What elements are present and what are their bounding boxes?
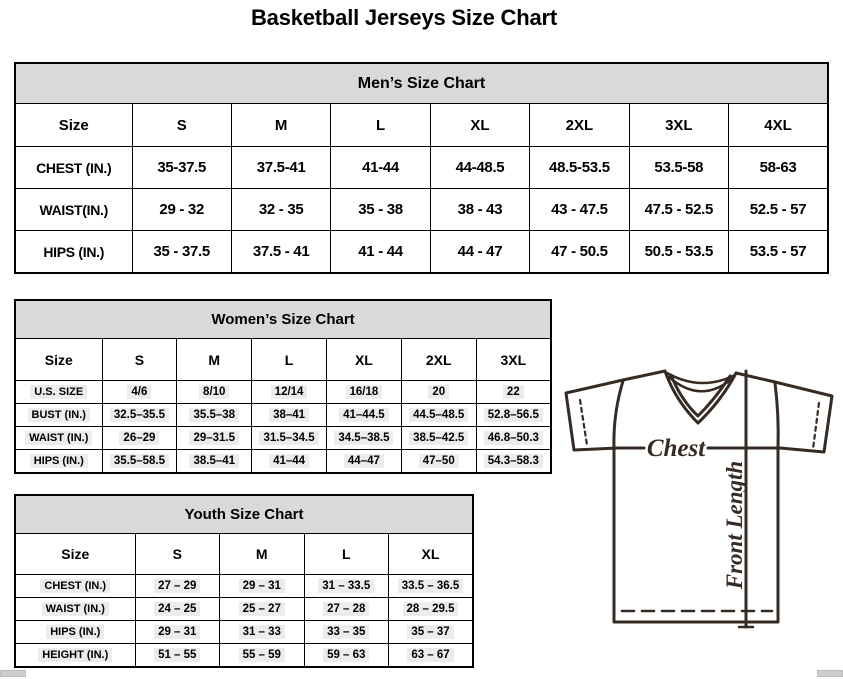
jersey-measurement-diagram: [556, 358, 842, 654]
size-header: S: [102, 339, 177, 381]
size-value: 28 – 29.5: [389, 598, 474, 621]
size-value: 59 – 63: [304, 644, 389, 668]
size-value: 27 – 29: [135, 575, 220, 598]
size-value: 52.5 - 57: [729, 189, 828, 231]
size-value: 55 – 59: [220, 644, 305, 668]
size-value: 27 – 28: [304, 598, 389, 621]
size-header: 2XL: [401, 339, 476, 381]
size-header: XL: [389, 534, 474, 575]
size-value: 47.5 - 52.5: [629, 189, 728, 231]
size-value: 53.5 - 57: [729, 231, 828, 274]
table-row: [15, 189, 828, 231]
size-value: 33 – 35: [304, 621, 389, 644]
row-label: CHEST (IN.): [15, 575, 135, 598]
size-value: 20: [401, 381, 476, 404]
size-value: 54.3–58.3: [476, 450, 551, 474]
size-value: 44.5–48.5: [401, 404, 476, 427]
size-value: 58-63: [729, 147, 828, 189]
table-row: [15, 644, 473, 668]
size-value: 31.5–34.5: [252, 427, 327, 450]
size-value: 29 – 31: [220, 575, 305, 598]
womens-size-chart-table: [14, 299, 552, 474]
jersey-illustration: [556, 358, 842, 654]
size-value: 44 - 47: [430, 231, 529, 274]
size-header: 3XL: [476, 339, 551, 381]
jersey-body: [614, 448, 778, 622]
size-value: 43 - 47.5: [530, 189, 629, 231]
table-row: [15, 598, 473, 621]
table-row: [15, 147, 828, 189]
size-value: 31 – 33: [220, 621, 305, 644]
size-header: L: [252, 339, 327, 381]
size-header: S: [135, 534, 220, 575]
size-value: 38.5–42.5: [401, 427, 476, 450]
size-value: 29 – 31: [135, 621, 220, 644]
size-value: 4/6: [102, 381, 177, 404]
size-header: XL: [430, 104, 529, 147]
jersey-left-cuff-dashes: [580, 400, 587, 445]
size-value: 47 - 50.5: [530, 231, 629, 274]
scrollbar-fragment-right[interactable]: [817, 670, 843, 677]
row-label: WAIST (IN.): [15, 427, 102, 450]
row-label: WAIST (IN.): [15, 598, 135, 621]
jersey-right-seam: [775, 383, 778, 448]
size-value: 16/18: [326, 381, 401, 404]
size-value: 12/14: [252, 381, 327, 404]
row-label: CHEST (IN.): [15, 147, 132, 189]
size-value: 35-37.5: [132, 147, 231, 189]
size-column-header: Size: [15, 104, 132, 147]
size-column-header: Size: [15, 534, 135, 575]
table-row: [15, 621, 473, 644]
youth-size-chart-table: [14, 494, 474, 668]
row-label: WAIST(IN.): [15, 189, 132, 231]
size-header-row: [15, 104, 828, 147]
row-label: HIPS (IN.): [15, 450, 102, 474]
size-value: 33.5 – 36.5: [389, 575, 474, 598]
row-label: HEIGHT (IN.): [15, 644, 135, 668]
size-header: L: [304, 534, 389, 575]
table-row: [15, 404, 551, 427]
table-title: Women’s Size Chart: [15, 300, 551, 339]
size-value: 41 - 44: [331, 231, 430, 274]
size-value: 38 - 43: [430, 189, 529, 231]
size-value: 38.5–41: [177, 450, 252, 474]
chest-label: Chest: [646, 435, 706, 462]
table-row: [15, 450, 551, 474]
size-value: 41-44: [331, 147, 430, 189]
row-label: HIPS (IN.): [15, 621, 135, 644]
size-header: 4XL: [729, 104, 828, 147]
size-value: 53.5-58: [629, 147, 728, 189]
size-value: 34.5–38.5: [326, 427, 401, 450]
table-row: [15, 381, 551, 404]
size-value: 35 - 37.5: [132, 231, 231, 274]
size-value: 44-48.5: [430, 147, 529, 189]
table-row: [15, 575, 473, 598]
size-value: 24 – 25: [135, 598, 220, 621]
table-row: [15, 231, 828, 274]
size-value: 31 – 33.5: [304, 575, 389, 598]
size-header-row: [15, 534, 473, 575]
front-length-label: Front Length: [722, 460, 747, 590]
size-header: XL: [326, 339, 401, 381]
size-value: 22: [476, 381, 551, 404]
size-header: M: [177, 339, 252, 381]
size-value: 29 - 32: [132, 189, 231, 231]
size-value: 32 - 35: [231, 189, 330, 231]
table-row: [15, 427, 551, 450]
size-value: 26–29: [102, 427, 177, 450]
size-value: 35.5–38: [177, 404, 252, 427]
size-value: 48.5-53.5: [530, 147, 629, 189]
size-value: 29–31.5: [177, 427, 252, 450]
table-title: Men’s Size Chart: [15, 63, 828, 104]
size-header: 3XL: [629, 104, 728, 147]
size-value: 35 - 38: [331, 189, 430, 231]
size-value: 35 – 37: [389, 621, 474, 644]
size-value: 25 – 27: [220, 598, 305, 621]
size-value: 52.8–56.5: [476, 404, 551, 427]
size-header: L: [331, 104, 430, 147]
size-header-row: [15, 339, 551, 381]
size-value: 8/10: [177, 381, 252, 404]
size-column-header: Size: [15, 339, 102, 381]
size-value: 46.8–50.3: [476, 427, 551, 450]
page-title: Basketball Jerseys Size Chart: [250, 5, 558, 30]
size-header: M: [231, 104, 330, 147]
row-label: HIPS (IN.): [15, 231, 132, 274]
row-label: BUST (IN.): [15, 404, 102, 427]
size-value: 35.5–58.5: [102, 450, 177, 474]
size-value: 41–44.5: [326, 404, 401, 427]
row-label: U.S. SIZE: [15, 381, 102, 404]
table-title: Youth Size Chart: [15, 495, 473, 534]
scrollbar-fragment-left[interactable]: [0, 670, 26, 677]
size-value: 63 – 67: [389, 644, 474, 668]
size-value: 37.5 - 41: [231, 231, 330, 274]
mens-size-chart-table: [14, 62, 829, 274]
size-header: 2XL: [530, 104, 629, 147]
size-value: 51 – 55: [135, 644, 220, 668]
size-value: 41–44: [252, 450, 327, 474]
jersey-right-cuff-dashes: [813, 403, 819, 449]
size-value: 38–41: [252, 404, 327, 427]
size-header: S: [132, 104, 231, 147]
jersey-left-seam: [614, 381, 623, 448]
size-value: 47–50: [401, 450, 476, 474]
size-header: M: [220, 534, 305, 575]
size-value: 44–47: [326, 450, 401, 474]
size-value: 50.5 - 53.5: [629, 231, 728, 274]
size-value: 32.5–35.5: [102, 404, 177, 427]
size-value: 37.5-41: [231, 147, 330, 189]
